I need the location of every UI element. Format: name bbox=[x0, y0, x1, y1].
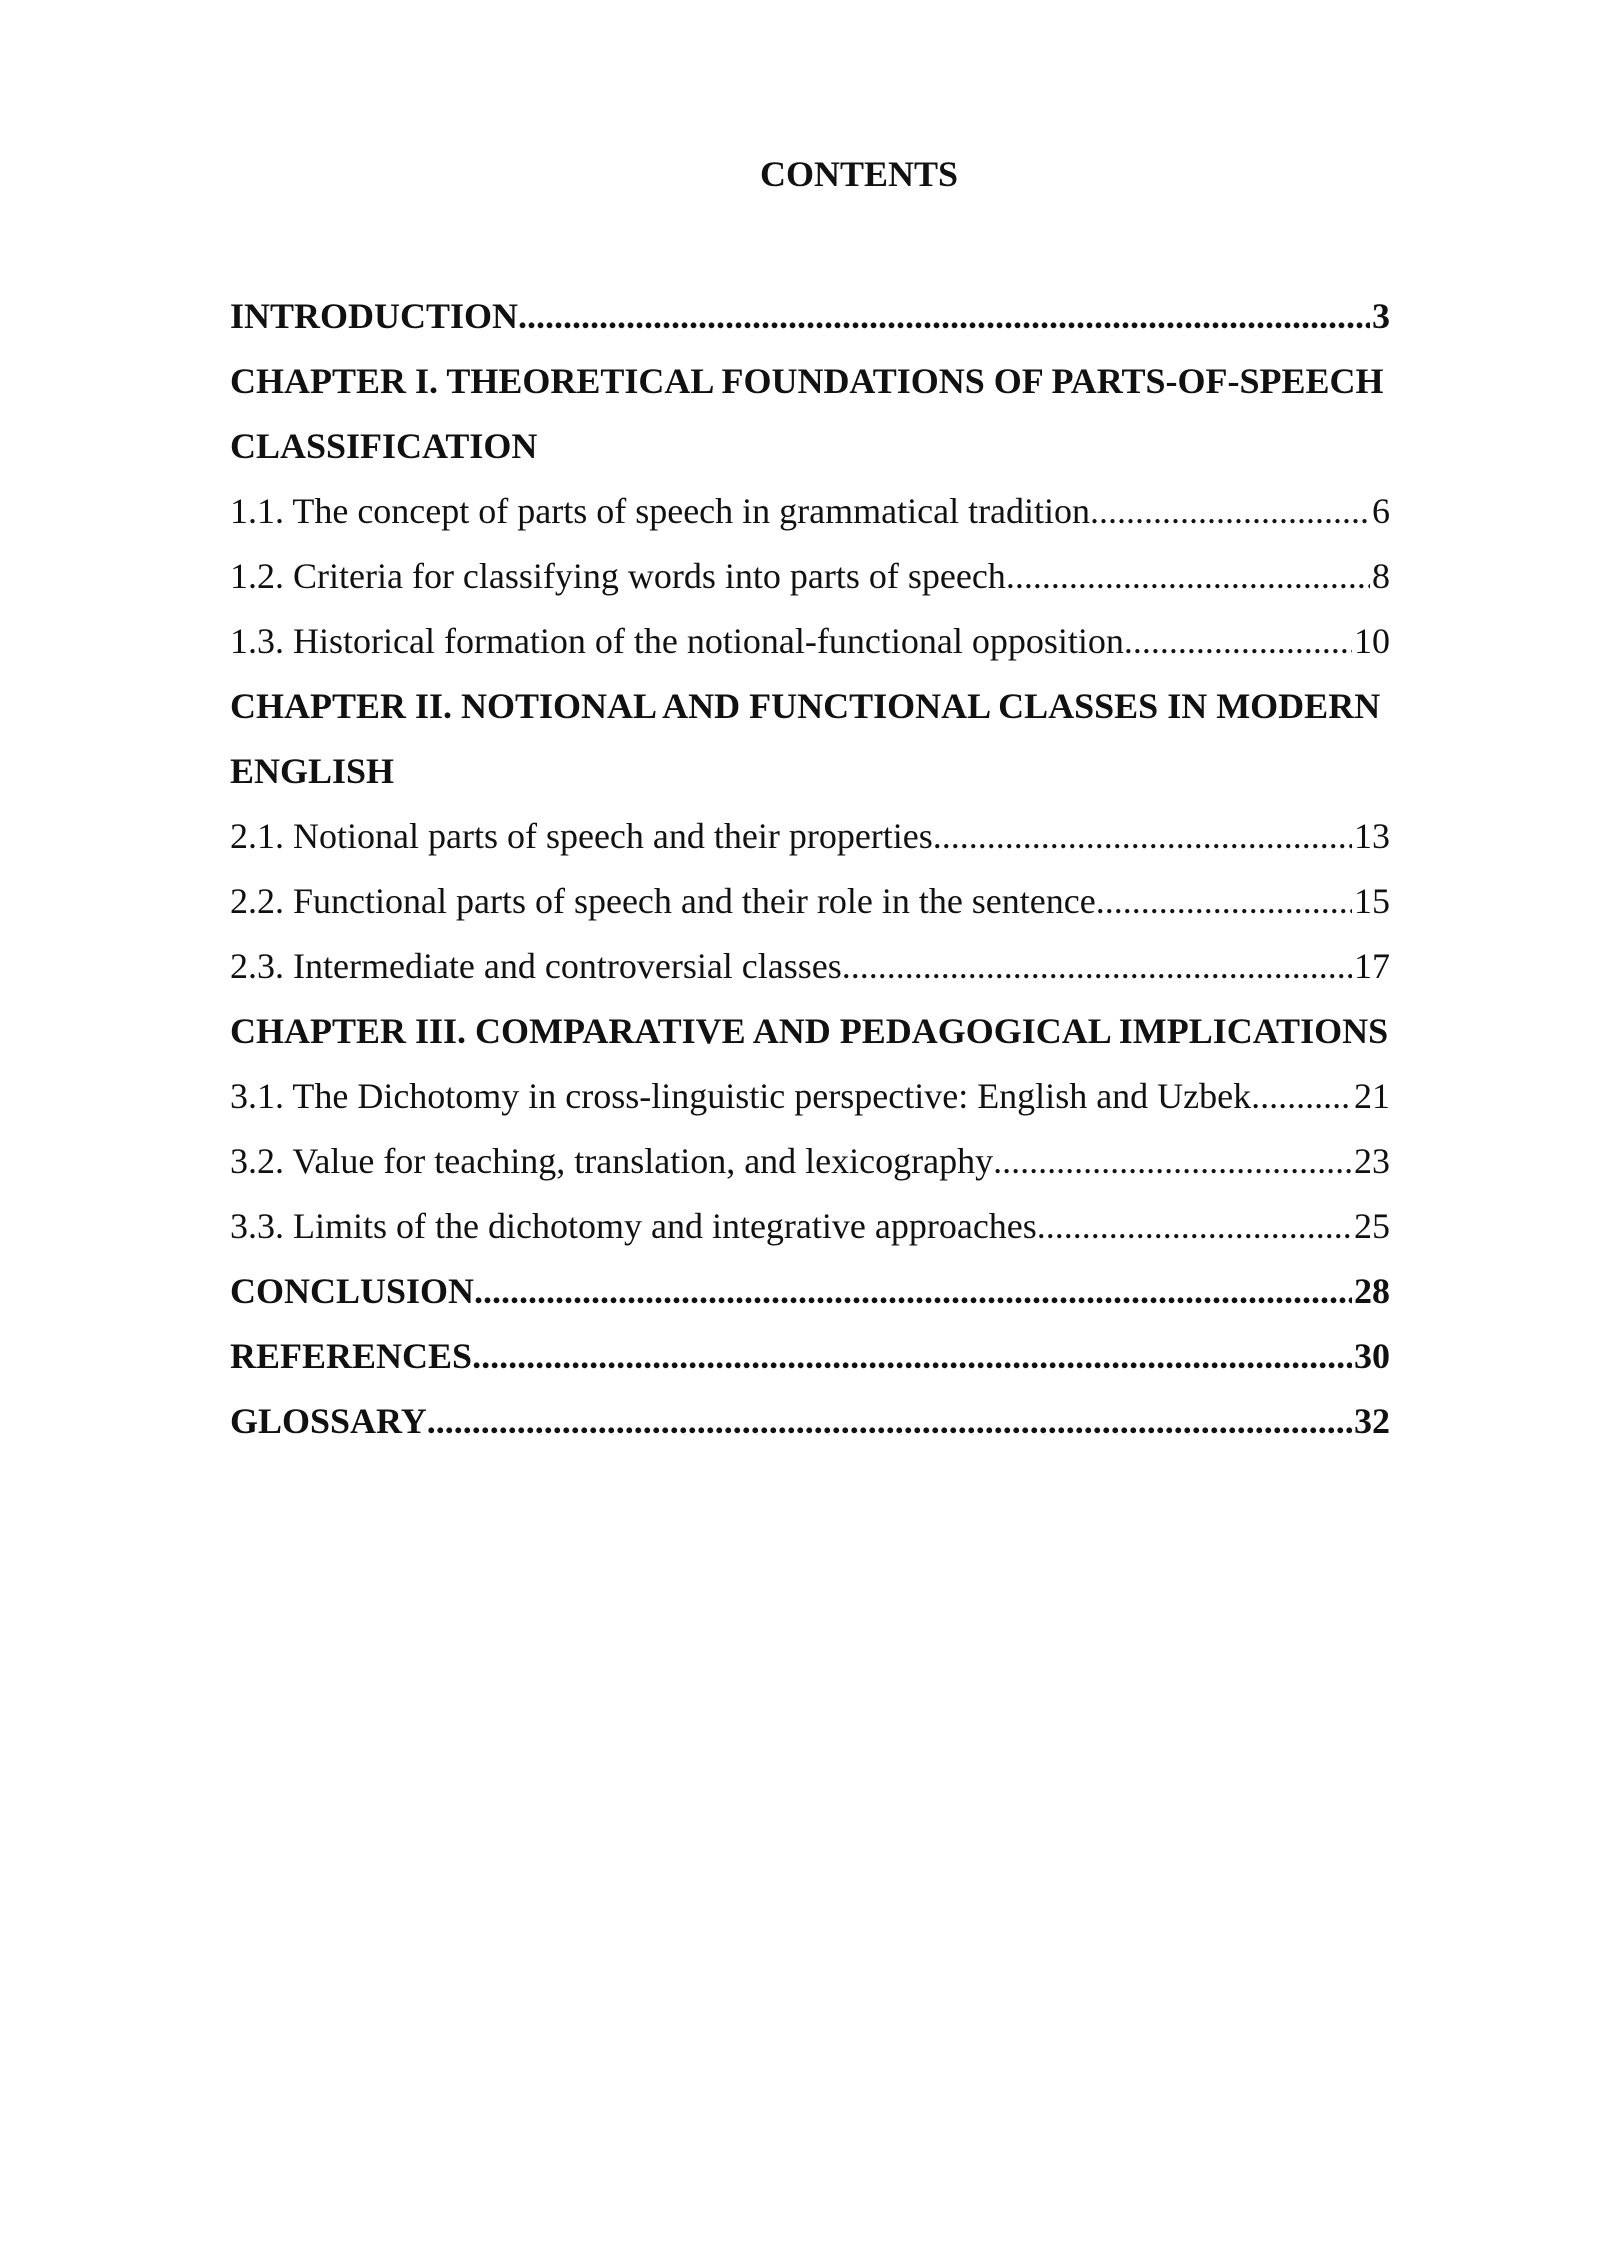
toc-page-number: 10 bbox=[1354, 621, 1390, 661]
toc-leader-dots bbox=[472, 1324, 1352, 1389]
toc-entry-title: 1.3. Historical formation of the notional-functional opposition bbox=[230, 621, 1124, 661]
chapter-1-heading-line-1[interactable]: CHAPTER I. THEORETICAL FOUNDATIONS OF PARTS-OF-SPEECH bbox=[230, 361, 1384, 401]
toc-entry-references[interactable] bbox=[230, 1324, 1390, 1389]
toc-leader-dots bbox=[1037, 1194, 1352, 1259]
chapter-1-heading-line-2[interactable]: CLASSIFICATION bbox=[230, 426, 538, 466]
toc-entry-section-1-1[interactable] bbox=[230, 479, 1390, 544]
toc-leader-dots bbox=[933, 804, 1352, 869]
toc-page-number: 13 bbox=[1354, 816, 1390, 856]
toc-entry-title: 2.3. Intermediate and controversial classes bbox=[230, 946, 842, 986]
toc-entry-glossary[interactable] bbox=[230, 1389, 1390, 1454]
toc-page-number: 6 bbox=[1372, 491, 1390, 531]
toc-page-number: 15 bbox=[1354, 881, 1390, 921]
toc-page-number: 28 bbox=[1354, 1271, 1390, 1311]
chapter-2-heading-line-2[interactable]: ENGLISH bbox=[230, 751, 395, 791]
chapter-2-heading-line-1[interactable]: CHAPTER II. NOTIONAL AND FUNCTIONAL CLASSES IN MODERN bbox=[230, 686, 1381, 726]
chapter-3-heading[interactable]: CHAPTER III. COMPARATIVE AND PEDAGOGICAL IMPLICATIONS bbox=[230, 1011, 1389, 1051]
toc-leader-dots bbox=[1124, 609, 1352, 674]
toc-page-number: 32 bbox=[1354, 1401, 1390, 1441]
toc-page-number: 25 bbox=[1354, 1206, 1390, 1246]
table-of-contents bbox=[230, 284, 1390, 1454]
toc-leader-dots bbox=[1096, 869, 1352, 934]
toc-leader-dots bbox=[474, 1259, 1352, 1324]
toc-leader-dots bbox=[842, 934, 1352, 999]
toc-entry-title: REFERENCES bbox=[230, 1336, 473, 1376]
toc-entry-title: INTRODUCTION bbox=[230, 296, 519, 336]
toc-entry-title: 2.2. Functional parts of speech and their role in the sentence bbox=[230, 881, 1096, 921]
toc-entry-section-2-2[interactable] bbox=[230, 869, 1390, 934]
toc-leader-dots bbox=[1251, 1064, 1352, 1129]
toc-leader-dots bbox=[993, 1129, 1352, 1194]
toc-entry-section-2-3[interactable] bbox=[230, 934, 1390, 999]
toc-page-number: 23 bbox=[1354, 1141, 1390, 1181]
toc-leader-dots bbox=[1090, 479, 1370, 544]
toc-leader-dots bbox=[1006, 544, 1370, 609]
toc-entry-section-1-2[interactable] bbox=[230, 544, 1390, 609]
toc-entry-title: 1.2. Criteria for classifying words into parts of speech bbox=[230, 556, 1006, 596]
toc-entry-title: CONCLUSION bbox=[230, 1271, 475, 1311]
toc-entry-title: 3.1. The Dichotomy in cross-linguistic perspective: English and Uzbek bbox=[230, 1076, 1252, 1116]
toc-page-number: 21 bbox=[1354, 1076, 1390, 1116]
toc-leader-dots bbox=[518, 284, 1370, 349]
toc-entry-conclusion[interactable] bbox=[230, 1259, 1390, 1324]
toc-entry-title: 3.2. Value for teaching, translation, and lexicography bbox=[230, 1141, 994, 1181]
toc-page-number: 8 bbox=[1372, 556, 1390, 596]
toc-entry-title: 2.1. Notional parts of speech and their properties bbox=[230, 816, 933, 856]
toc-entry-section-3-3[interactable] bbox=[230, 1194, 1390, 1259]
toc-entry-title: GLOSSARY bbox=[230, 1401, 427, 1441]
toc-entry-introduction[interactable] bbox=[230, 284, 1390, 349]
toc-leader-dots bbox=[427, 1389, 1352, 1454]
page-title: CONTENTS bbox=[759, 154, 959, 194]
toc-page-number: 3 bbox=[1372, 296, 1390, 336]
toc-entry-section-3-2[interactable] bbox=[230, 1129, 1390, 1194]
toc-entry-section-3-1[interactable] bbox=[230, 1064, 1390, 1129]
toc-entry-title: 1.1. The concept of parts of speech in grammatical tradition bbox=[230, 491, 1091, 531]
toc-entry-section-2-1[interactable] bbox=[230, 804, 1390, 869]
toc-page-number: 30 bbox=[1354, 1336, 1390, 1376]
toc-page-number: 17 bbox=[1354, 946, 1390, 986]
toc-entry-title: 3.3. Limits of the dichotomy and integrative approaches bbox=[230, 1206, 1037, 1246]
toc-entry-section-1-3[interactable] bbox=[230, 609, 1390, 674]
